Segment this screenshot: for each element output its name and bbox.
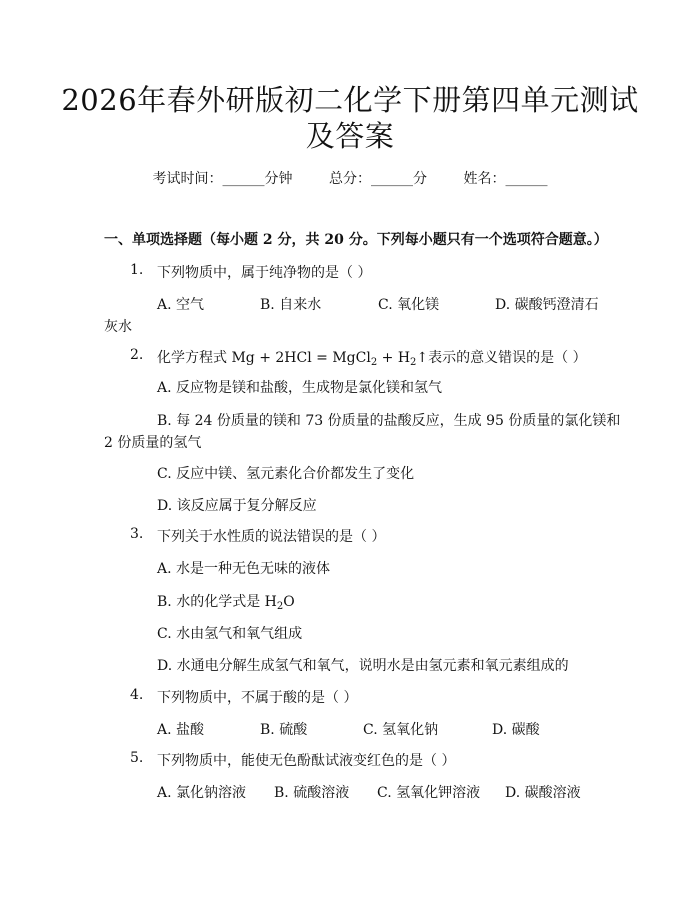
option-d: D. 水通电分解生成氢气和氧气，说明水是由氢元素和氧元素组成的 (157, 658, 569, 674)
question-number: 4. (130, 687, 144, 703)
option-b: B. 每 24 份质量的镁和 73 份质量的盐酸反应，生成 95 份质量的氯化镁和 (157, 413, 621, 429)
question-text: 下列关于水性质的说法错误的是（ ） (157, 529, 386, 545)
option-c: C. 水由氢气和氧气组成 (157, 626, 303, 642)
question-text: 下列物质中，能使无色酚酞试液变红色的是（ ） (157, 753, 456, 769)
question-number: 2. (130, 347, 144, 363)
exam-score: 总分：______分 (329, 171, 427, 187)
option-a: A. 反应物是镁和盐酸，生成物是氯化镁和氢气 (157, 380, 443, 396)
exam-meta (0, 168, 700, 188)
exam-time: 考试时间：______分钟 (152, 171, 293, 187)
page-title: 2026年春外研版初二化学下册第四单元测试 (61, 83, 639, 117)
question-number: 1. (130, 262, 144, 278)
option-a: A. 氯化钠溶液 (157, 785, 247, 801)
option-d-continued: 灰水 (104, 319, 132, 335)
exam-name: 姓名：______ (463, 171, 548, 187)
question-text: 下列物质中，属于纯净物的是（ ） (157, 265, 372, 281)
option-d: D. 碳酸 (492, 722, 540, 738)
option-d: D. 碳酸钙澄清石 (495, 297, 599, 313)
option-d: D. 该反应属于复分解反应 (157, 498, 317, 514)
option-b: B. 水的化学式是 $H_2O$ (157, 594, 295, 612)
option-c: C. 氢氧化钠 (363, 722, 439, 738)
option-c: C. 反应中镁、氢元素化合价都发生了变化 (157, 466, 415, 482)
option-b: B. 硫酸 (260, 722, 308, 738)
option-b: B. 自来水 (260, 297, 322, 313)
option-d: D. 碳酸溶液 (505, 785, 581, 801)
option-c: C. 氧化镁 (378, 297, 440, 313)
question-number: 5. (130, 750, 144, 766)
option-b-continued: 2 份质量的氢气 (104, 435, 202, 451)
option-c: C. 氢氧化钾溶液 (377, 785, 481, 801)
option-a: A. 水是一种无色无味的液体 (157, 561, 331, 577)
question-text: 下列物质中，不属于酸的是（ ） (157, 690, 358, 706)
question-number: 3. (130, 526, 144, 542)
option-b: B. 硫酸溶液 (274, 785, 350, 801)
page-title-line2: 及答案 (305, 119, 395, 153)
section-heading: 一、单项选择题（每小题 2 分，共 20 分。下列每小题只有一个选项符合题意。） (104, 232, 608, 248)
question-text: 化学方程式 Mg + 2HCl = MgCl$_2$ + $H_2↑$表示的意义错误的是（ ） (157, 350, 587, 368)
option-a: A. 空气 (157, 297, 205, 313)
option-a: A. 盐酸 (157, 722, 205, 738)
